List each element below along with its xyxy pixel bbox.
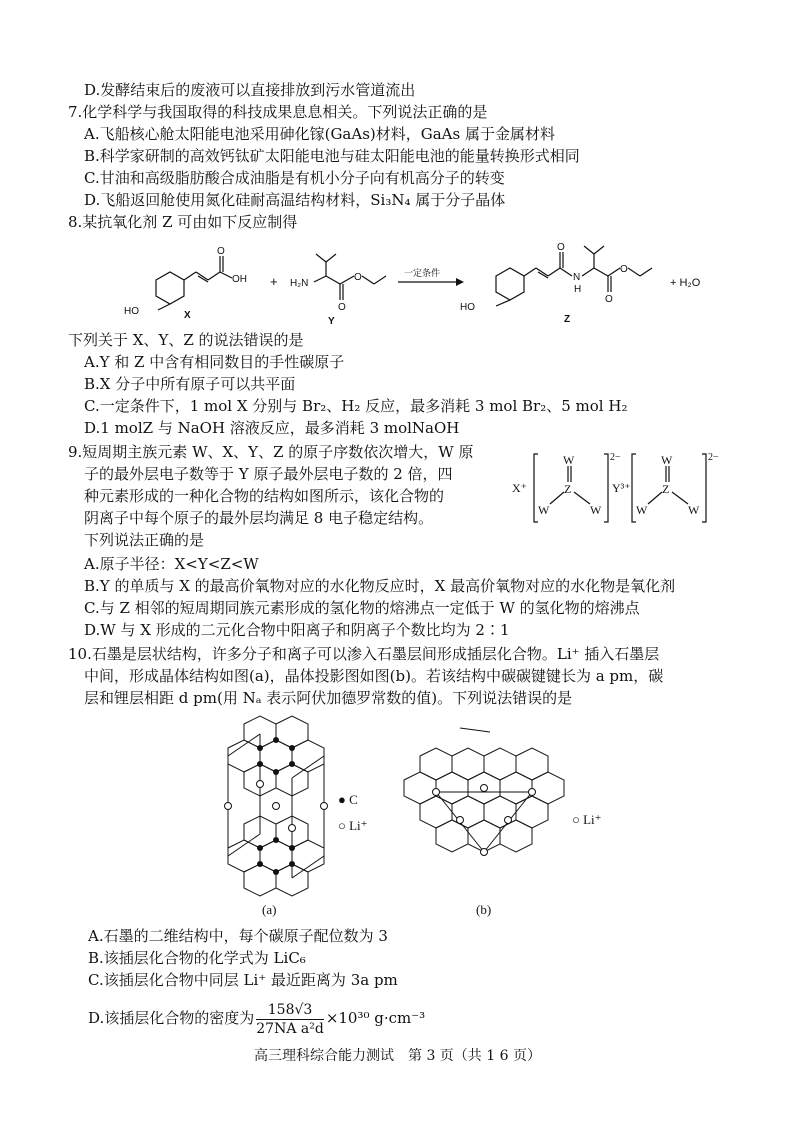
q9-stem-5: 下列说法正确的是 (84, 531, 205, 549)
z-h-label: H (574, 284, 582, 295)
z-center-2: Z (662, 482, 670, 496)
w-left-2: W (636, 503, 648, 517)
crystal-structure-figures (200, 708, 640, 920)
cation-y: Y³⁺ (612, 481, 631, 495)
y-label: Y (328, 316, 335, 327)
cation-x: X⁺ (512, 481, 527, 495)
q10-stem-2: 中间，形成晶体结构如图(a)，晶体投影图如图(b)。若该结构中碳碳键键长为 a pm，碳 (84, 667, 664, 685)
density-numerator: 158√3 (256, 1001, 324, 1020)
y-o-ester-label: O (354, 272, 362, 283)
q8-option-c: C.一定条件下，1 mol X 分别与 Br₂、H₂ 反应，最多消耗 3 mol Br₂、5 mol H₂ (84, 397, 628, 415)
q10-option-d (88, 998, 425, 1038)
q7-option-a: A.飞船核心舱太阳能电池采用砷化镓(GaAs)材料，GaAs 属于金属材料 (84, 125, 555, 143)
x-oh-label: OH (232, 274, 247, 285)
q9-stem-3: 种元素形成的一种化合物的结构如图所示，该化合物的 (84, 487, 445, 505)
z-o-carbonyl-label: O (605, 294, 613, 305)
reaction-condition: 一定条件 (404, 268, 441, 278)
page-footer: 高三理科综合能力测试 第 3 页（共 1 6 页） (254, 1048, 541, 1064)
q7-stem: 7.化学科学与我国取得的科技成果息息相关。下列说法正确的是 (68, 103, 488, 121)
q10-stem-1: 10.石墨是层状结构，许多分子和离子可以渗入石墨层间形成插层化合物。Li⁺ 插入石墨层 (68, 645, 660, 663)
legend-li: ○ Li⁺ (338, 818, 368, 833)
z-o-amide-label: O (557, 242, 565, 253)
bracket-right-1 (604, 454, 608, 522)
q9-stem-4: 阴离子中每个原子的最外层均满足 8 电子稳定结构。 (84, 509, 434, 527)
q9-stem-2: 子的最外层电子数等于 Y 原子最外层电子数的 2 倍，四 (84, 465, 453, 483)
q7-option-d: D.飞船返回舱使用氮化硅耐高温结构材料，Si₃N₄ 属于分子晶体 (84, 191, 506, 209)
figure-a-top-layer (228, 716, 324, 796)
charge-2: 2− (708, 452, 719, 463)
density-denominator: 27NA a²d (256, 1020, 324, 1037)
z-center-1: Z (564, 482, 572, 496)
x-label: X (184, 310, 191, 321)
bracket-right-2 (702, 454, 706, 522)
q10d-suffix: ×10³⁰ g·cm⁻³ (325, 1009, 426, 1027)
z-n-label: N (573, 272, 581, 283)
figure-a-bottom-layer (228, 816, 324, 896)
plus-sign: + (270, 274, 278, 289)
z-ho-label: HO (460, 302, 475, 313)
q10-option-b: B.该插层化合物的化学式为 LiC₆ (88, 949, 306, 967)
y-h2n-label: H₂N (290, 278, 309, 289)
ionic-compound-structure (508, 448, 738, 528)
q8-option-a: A.Y 和 Z 中含有相同数目的手性碳原子 (84, 353, 345, 371)
q9-option-d: D.W 与 X 形成的二元化合物中阳离子和阴离子个数比均为 2∶1 (84, 621, 510, 639)
q8-sub-stem: 下列关于 X、Y、Z 的说法错误的是 (68, 331, 304, 349)
density-fraction (256, 1001, 324, 1038)
q6-option-d: D.发酵结束后的废液可以直接排放到污水管道流出 (84, 81, 416, 99)
legend-carbon: ● C (338, 792, 358, 807)
w-left-1: W (538, 503, 550, 517)
x-o-label: O (217, 246, 225, 257)
water-product: + H₂O (670, 277, 701, 289)
q7-option-b: B.科学家研制的高效钙钛矿太阳能电池与硅太阳能电池的能量转换形式相同 (84, 147, 580, 165)
caption-b: (b) (476, 902, 492, 917)
reaction-arrow-head (456, 278, 464, 286)
q9-option-c: C.与 Z 相邻的短周期同族元素形成的氢化物的熔沸点一定低于 W 的氢化物的熔沸点 (84, 599, 640, 617)
q9-option-b: B.Y 的单质与 X 的最高价氧物对应的水化物反应时，X 最高价氧物对应的水化物是氧化剂 (84, 577, 676, 595)
legend-li-b: ○ Li⁺ (572, 812, 602, 827)
w-right-2: W (688, 503, 700, 517)
w-top-2: W (661, 453, 673, 467)
z-label: Z (564, 314, 571, 325)
q10-option-c: C.该插层化合物中同层 Li⁺ 最近距离为 3a pm (88, 971, 398, 989)
caption-a: (a) (262, 902, 277, 917)
q8-option-d: D.1 molZ 与 NaOH 溶液反应，最多消耗 3 molNaOH (84, 419, 460, 437)
w-right-1: W (590, 503, 602, 517)
w-top-1: W (563, 453, 575, 467)
y-o-carbonyl-label: O (338, 302, 346, 313)
z-o-ester-label: O (620, 264, 628, 275)
q8-stem: 8.某抗氧化剂 Z 可由如下反应制得 (68, 213, 298, 231)
q7-option-c: C.甘油和高级脂肪酸合成油脂是有机小分子向有机高分子的转变 (84, 169, 505, 187)
charge-1: 2− (610, 452, 621, 463)
q10d-prefix: D.该插层化合物的密度为 (88, 1009, 255, 1027)
q10-option-a: A.石墨的二维结构中，每个碳原子配位数为 3 (88, 927, 388, 945)
z-benzene-ring (496, 268, 524, 300)
q9-option-a: A.原子半径：X<Y<Z<W (84, 555, 259, 573)
q9-stem-1: 9.短周期主族元素 W、X、Y、Z 的原子序数依次增大，W 原 (68, 443, 474, 461)
x-ho-label: HO (124, 306, 139, 317)
q8-option-b: B.X 分子中所有原子可以共平面 (84, 375, 296, 393)
x-benzene-ring (156, 272, 184, 304)
q10-stem-3: 层和锂层相距 d pm(用 Nₐ 表示阿伏加德罗常数的值)。下列说法错误的是 (84, 689, 573, 707)
reaction-scheme (118, 236, 718, 332)
